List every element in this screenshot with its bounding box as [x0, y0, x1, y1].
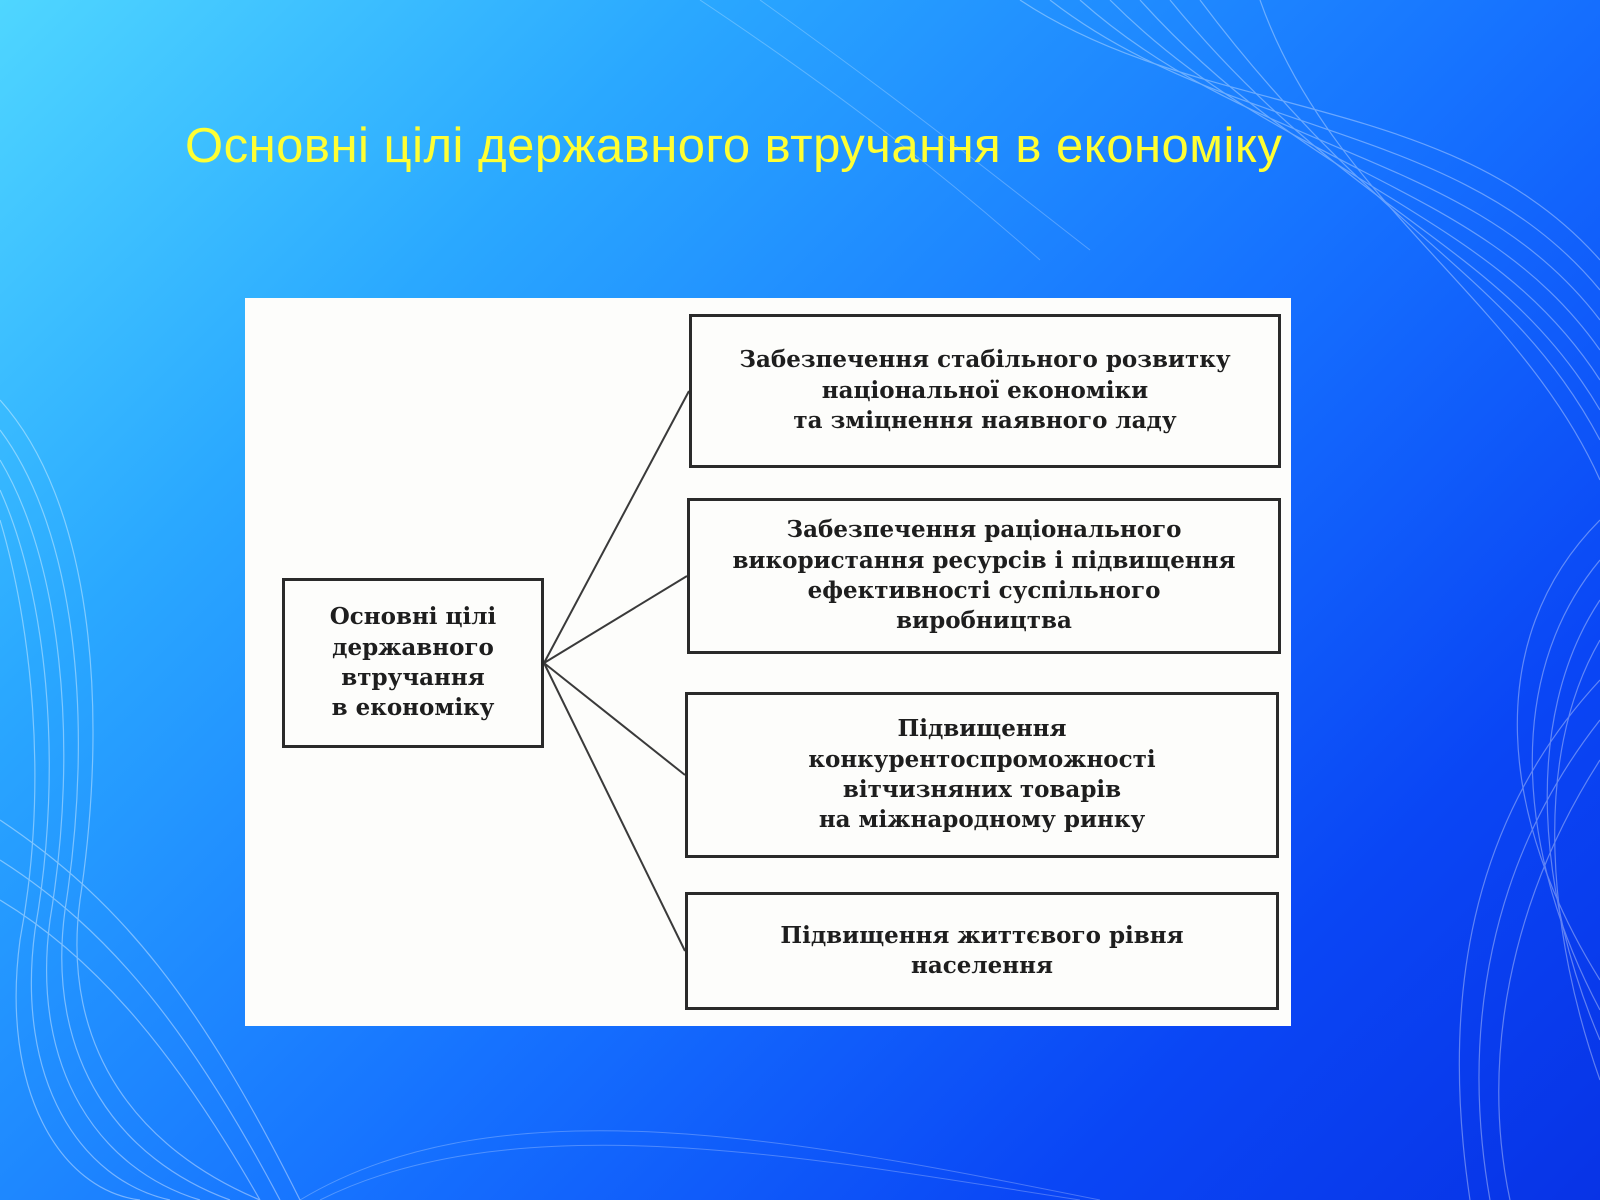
goal-box-competitiveness: [685, 692, 1279, 858]
goal-label: Підвищення життєвого рівня населення: [780, 921, 1184, 979]
root-goal-label: Основні цілі державного втручання в економіку: [329, 603, 497, 722]
connector-line-4: [544, 663, 685, 951]
connector-line-3: [544, 663, 685, 775]
root-goal-box: [282, 578, 544, 748]
connector-line-2: [544, 576, 687, 663]
goal-box-stability: [689, 314, 1281, 468]
goal-label: Забезпечення стабільного розвитку національної економіки та зміцнення наявного ладу: [739, 346, 1231, 435]
connector-line-1: [544, 391, 689, 663]
goal-box-living-standard: [685, 892, 1279, 1010]
goal-box-resources: [687, 498, 1281, 654]
goal-label: Підвищення конкурентоспроможності вітчизняних товарів на міжнародному ринку: [808, 715, 1156, 834]
goal-label: Забезпечення раціонального використання ресурсів і підвищення ефективності суспільного виробництва: [732, 516, 1236, 635]
goals-diagram: [245, 298, 1291, 1026]
slide-title: Основні цілі державного втручання в економіку: [185, 119, 1283, 173]
